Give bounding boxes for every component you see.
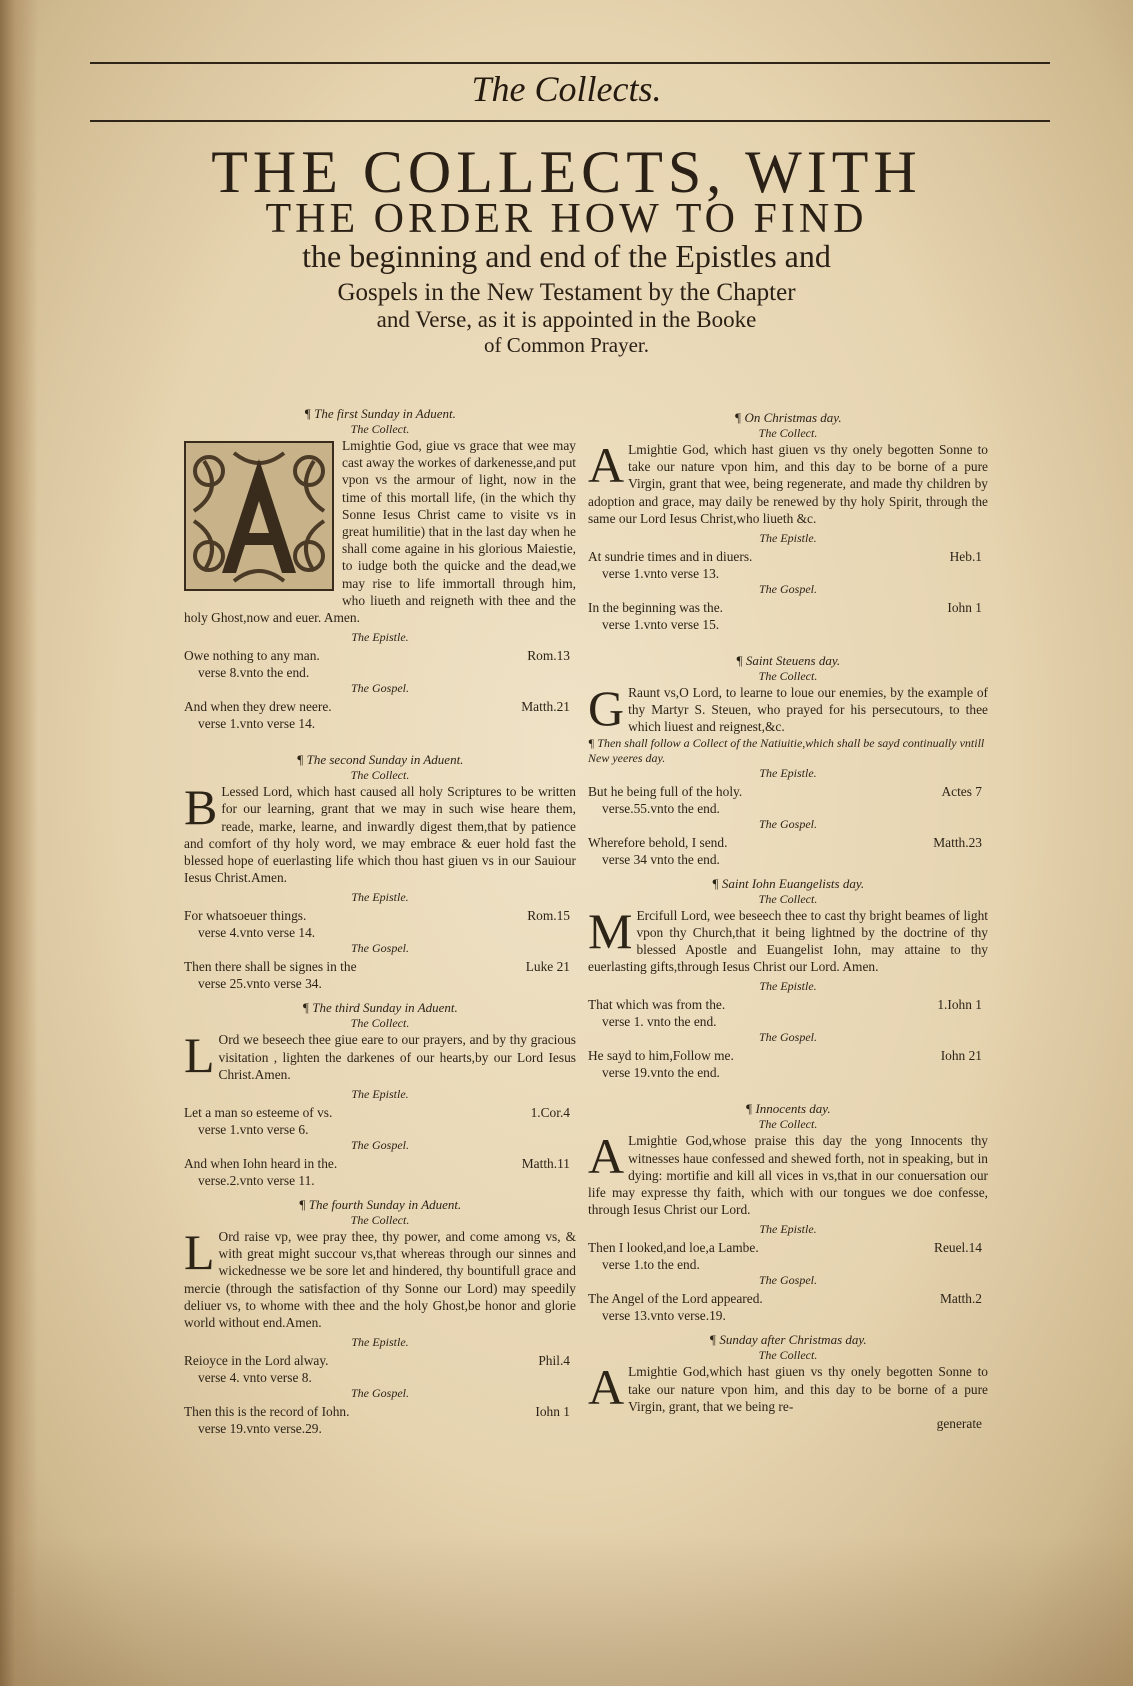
drop-cap: G <box>588 680 625 737</box>
gospel-heading: The Gospel. <box>351 1138 409 1153</box>
section-advent-3 <box>184 1000 576 1189</box>
ornamental-initial-a <box>184 441 334 591</box>
section-heading: ¶ Saint Iohn Euangelists day. <box>711 875 865 891</box>
collect-heading: The Collect. <box>758 891 818 906</box>
epistle-incipit: Reioyce in the Lord alway. <box>184 1353 329 1369</box>
collect-text <box>184 1027 576 1084</box>
gospel-verses: verse 1.vnto verse 14. <box>198 716 316 732</box>
gospel-heading: The Gospel. <box>759 816 817 831</box>
collect-body: Ercifull Lord, wee beseech thee to cast thy bright beames of light vpon thy Church,that it being lightned by the doctrine of thy blessed Apostle and Euangelist Iohn, may attaine to thy euerlasting gifts,through Iesus Christ our Lord. Amen. <box>588 907 988 975</box>
epistle-verses: verse 4.vnto verse 14. <box>198 925 316 941</box>
collect-body: Lmightie God,whose praise this day the yong Innocents thy witnesses haue confessed and shewed forth, not in speaking, but in dying: mortifie and kill all vices in vs,that in our conuersation our life may expresse thy faith, which with our tongues we doe confesse, through Iesus Christ our Lord. <box>588 1133 988 1218</box>
title-line-2: THE ORDER HOW TO FIND <box>265 196 868 242</box>
collect-body: Ord we beseech thee giue eare to our prayers, and by thy gracious visitation , lighten the darkenes of our hearts,by our Lord Iesus Christ.Amen. <box>218 1032 576 1082</box>
gospel-incipit: In the beginning was the. <box>588 600 723 616</box>
section-saint-iohn-day <box>588 876 988 1082</box>
rubric-note: ¶ Then shall follow a Collect of the Natiuitie,which shall be sayd continually vntill New yeeres day. <box>588 735 985 765</box>
epistle-reference <box>184 1104 576 1138</box>
gospel-verses: verse.2.vnto verse 11. <box>198 1173 315 1189</box>
epistle-incipit: At sundrie times and in diuers. <box>588 549 753 565</box>
drop-cap: M <box>588 902 633 959</box>
epistle-verses: verse.55.vnto the end. <box>602 800 720 816</box>
epistle-verses: verse 4. vnto verse 8. <box>198 1370 312 1386</box>
collect-body: Lmightie God,which hast giuen vs thy onely begotten Sonne to take our nature vpon him, and this day to be borne of a pure Virgin, grant, that we being re- <box>628 1364 988 1414</box>
epistle-incipit: Then I looked,and loe,a Lambe. <box>588 1240 759 1256</box>
gospel-citation: Matth.11 <box>521 1156 570 1172</box>
epistle-citation: 1.Cor.4 <box>530 1105 570 1121</box>
collect-heading: The Collect. <box>350 1016 410 1031</box>
title-line-1: THE COLLECTS, WITH <box>211 139 922 205</box>
drop-cap: B <box>184 779 218 836</box>
gospel-heading: The Gospel. <box>351 1386 409 1401</box>
collect-heading: The Collect. <box>758 426 818 440</box>
gospel-heading: The Gospel. <box>351 941 409 956</box>
gospel-citation: Iohn 1 <box>947 600 982 616</box>
collect-text <box>184 1224 576 1331</box>
collect-text <box>588 680 988 737</box>
gospel-reference <box>184 1403 576 1437</box>
running-head: The Collects. <box>471 69 662 109</box>
section-advent-2 <box>184 752 576 992</box>
section-heading: ¶ Saint Steuens day. <box>735 653 841 669</box>
collect-heading: The Collect. <box>758 1348 818 1363</box>
gospel-heading: The Gospel. <box>759 582 817 597</box>
collect-heading: The Collect. <box>758 669 818 684</box>
epistle-citation: Rom.15 <box>527 908 570 924</box>
epistle-citation: Heb.1 <box>949 549 982 565</box>
gospel-reference <box>588 834 988 868</box>
gospel-reference <box>588 1290 988 1324</box>
epistle-incipit: That which was from the. <box>588 997 726 1013</box>
head-rule <box>90 120 1050 122</box>
right-column <box>588 402 988 1432</box>
gospel-citation: Iohn 21 <box>940 1048 982 1064</box>
gospel-incipit: And when Iohn heard in the. <box>184 1156 338 1172</box>
section-heading: ¶ Innocents day. <box>745 1101 831 1117</box>
gospel-citation: Luke 21 <box>525 959 570 975</box>
left-column <box>184 398 576 1437</box>
section-christmas-day <box>588 410 988 633</box>
gospel-reference <box>588 599 988 633</box>
collect-text <box>588 1359 988 1416</box>
gospel-verses: verse 1.vnto verse 15. <box>602 617 720 633</box>
epistle-incipit: Owe nothing to any man. <box>184 648 320 664</box>
epistle-verses: verse 1.vnto verse 6. <box>198 1122 309 1138</box>
gospel-incipit: He sayd to him,Follow me. <box>588 1048 734 1064</box>
drop-cap: A <box>588 1128 625 1185</box>
collect-text <box>588 1128 988 1218</box>
gospel-verses: verse 34 vnto the end. <box>602 851 720 867</box>
collect-heading: The Collect. <box>350 768 410 783</box>
section-heading: ¶ The third Sunday in Aduent. <box>302 1000 458 1016</box>
epistle-reference <box>588 548 988 582</box>
epistle-citation: Rom.13 <box>527 648 570 664</box>
gospel-citation: Matth.21 <box>521 699 570 715</box>
gospel-verses: verse 13.vnto verse.19. <box>602 1308 726 1324</box>
collect-text <box>184 437 576 626</box>
gospel-verses: verse 19.vnto the end. <box>602 1065 720 1081</box>
collect-heading: The Collect. <box>350 1213 410 1228</box>
epistle-citation: Reuel.14 <box>934 1240 982 1256</box>
gospel-citation: Matth.2 <box>939 1291 982 1307</box>
title-line-6: of Common Prayer. <box>483 333 650 357</box>
gospel-incipit: Then there shall be signes in the <box>184 959 357 975</box>
title-line-4: Gospels in the New Testament by the Chapter <box>337 279 796 306</box>
collect-text <box>184 779 576 886</box>
epistle-incipit: But he being full of the holy. <box>588 783 743 799</box>
section-sunday-after-christmas <box>588 1332 988 1432</box>
gospel-reference <box>184 958 576 992</box>
collect-text <box>588 437 988 527</box>
gospel-reference <box>184 1155 576 1189</box>
section-advent-4 <box>184 1197 576 1437</box>
epistle-citation: 1.Iohn 1 <box>937 997 982 1013</box>
collect-body: Raunt vs,O Lord, to learne to loue our enemies, by the example of thy Martyr S. Steuen, who prayed for his persecutours, to thee which liuest and reignest,&c. <box>628 685 988 735</box>
epistle-heading: The Epistle. <box>759 1222 817 1237</box>
gospel-verses: verse 25.vnto verse 34. <box>198 976 322 992</box>
gospel-reference <box>184 698 576 732</box>
gospel-heading: The Gospel. <box>351 681 409 696</box>
epistle-verses: verse 8.vnto the end. <box>198 665 310 681</box>
gospel-incipit: Then this is the record of Iohn. <box>184 1404 350 1420</box>
epistle-heading: The Epistle. <box>351 890 409 905</box>
section-saint-steuens-day <box>588 653 988 868</box>
epistle-heading: The Epistle. <box>759 979 817 994</box>
gospel-incipit: Wherefore behold, I send. <box>588 834 728 850</box>
epistle-heading: The Epistle. <box>351 1087 409 1102</box>
collect-body: Lessed Lord, which hast caused all holy Scriptures to be written for our learning, grant that we may in such wise heare them, reade, marke, learne, and inwardly digest them,that by patience and comfort of thy holy word, we may embrace & euer hold fast the blessed hope of euerlasting life which thou hast giuen vs in our Sauiour Iesus Christ.Amen. <box>184 784 576 886</box>
epistle-reference <box>184 907 576 941</box>
collect-heading: The Collect. <box>758 1117 818 1132</box>
epistle-reference <box>184 647 576 681</box>
epistle-verses: verse 1.to the end. <box>602 1257 700 1273</box>
epistle-incipit: Let a man so esteeme of vs. <box>184 1105 333 1121</box>
section-heading: ¶ The first Sunday in Aduent. <box>304 406 456 421</box>
title-line-5: and Verse, as it is appointed in the Booke <box>376 307 757 332</box>
drop-cap: A <box>588 437 625 493</box>
epistle-reference <box>588 996 988 1030</box>
gospel-incipit: The Angel of the Lord appeared. <box>588 1291 763 1307</box>
gospel-citation: Matth.23 <box>933 834 982 850</box>
drop-cap: A <box>588 1359 625 1416</box>
epistle-reference <box>588 1239 988 1273</box>
section-heading: ¶ On Christmas day. <box>734 410 842 425</box>
collect-text <box>588 902 988 976</box>
epistle-citation: Phil.4 <box>538 1353 570 1369</box>
collect-heading: The Collect. <box>350 422 410 436</box>
gospel-citation: Iohn 1 <box>535 1404 570 1420</box>
catchword: generate <box>936 1416 982 1432</box>
epistle-verses: verse 1. vnto the end. <box>602 1014 717 1030</box>
section-advent-1 <box>184 406 576 732</box>
drop-cap: L <box>184 1224 215 1281</box>
gospel-verses: verse 19.vnto verse.29. <box>198 1421 322 1437</box>
epistle-heading: The Epistle. <box>759 531 817 546</box>
epistle-reference <box>184 1352 576 1386</box>
epistle-heading: The Epistle. <box>351 1335 409 1350</box>
top-rule <box>90 62 1050 64</box>
epistle-reference <box>588 783 988 817</box>
drop-cap: L <box>184 1027 215 1084</box>
collect-body: Lmightie God, giue vs grace that wee may cast away the workes of darkenesse,and put vpon vs the armour of light, now in the time of this mortall life, (in the which thy Sonne Iesus Christ came to visite vs in great humilitie) that in the last day when he shall come againe in his glorious Maiestie, to iudge both the quicke and the dead,we may rise to life immortall through him, who liueth and reigneth with thee and the holy Ghost,now and euer. Amen. <box>184 438 576 626</box>
epistle-heading: The Epistle. <box>351 630 409 645</box>
gospel-reference <box>588 1047 988 1081</box>
gospel-incipit: And when they drew neere. <box>184 699 332 715</box>
section-heading: ¶ The fourth Sunday in Aduent. <box>298 1197 462 1213</box>
gospel-heading: The Gospel. <box>759 1273 817 1288</box>
epistle-incipit: For whatsoeuer things. <box>184 908 307 924</box>
collect-body: Lmightie God, which hast giuen vs thy onely begotten Sonne to take our nature vpon him, and this day to be borne of a pure Virgin, grant that wee, being regenerate, and made thy children by adoption and grace, may daily be renewed by thy holy Spirit, through the same our Lord Iesus Christ,who liueth &c. <box>588 442 988 526</box>
section-innocents-day <box>588 1101 988 1324</box>
epistle-heading: The Epistle. <box>759 765 817 780</box>
section-heading: ¶ Sunday after Christmas day. <box>709 1332 867 1348</box>
collect-body: Ord raise vp, wee pray thee, thy power, and come among vs, & with great might succour vs,that whereas through our sinnes and wickednesse we be sore let and hindered, thy bountifull grace and mercie (through the satisfaction of thy Sonne our Lord) may speedily deliuer vs, to whome with thee and the holy Ghost,be honor and glorie world without end.Amen. <box>184 1229 576 1331</box>
title-line-3: the beginning and end of the Epistles and <box>302 238 831 274</box>
epistle-verses: verse 1.vnto verse 13. <box>602 566 720 582</box>
gospel-heading: The Gospel. <box>759 1030 817 1045</box>
epistle-citation: Actes 7 <box>941 783 982 799</box>
section-heading: ¶ The second Sunday in Aduent. <box>296 752 464 768</box>
